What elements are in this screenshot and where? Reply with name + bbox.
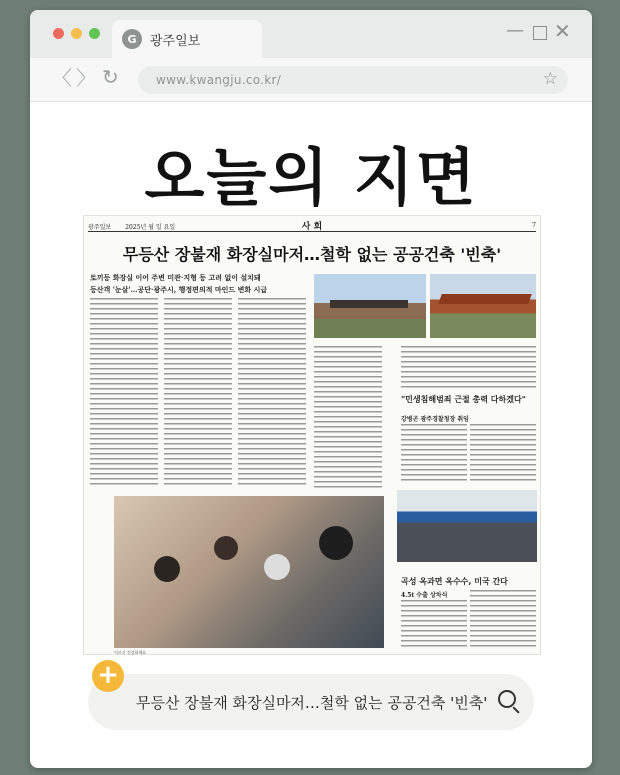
page-number: 7 — [532, 222, 536, 229]
side-article-subtitle: 강병곤 광주경찰청장 취임 — [401, 416, 469, 423]
back-icon[interactable]: 〈 — [52, 66, 72, 90]
address-bar[interactable] — [138, 66, 568, 94]
close-icon[interactable]: ✕ — [554, 19, 571, 43]
plus-button[interactable]: + — [92, 660, 124, 692]
article-text-column — [401, 600, 467, 650]
article-subhead-2: 등산객 '눈살'…공단·광주시, 행정편의적 마인드 변화 시급 — [90, 285, 268, 294]
side-article-title: "민생침해범죄 근절 총력 다하겠다" — [401, 395, 526, 404]
navigation-bar — [30, 58, 592, 102]
tab-title: 광주일보 — [150, 33, 201, 49]
article-text-column — [401, 424, 467, 484]
forward-icon[interactable]: 〉 — [76, 66, 96, 90]
newspaper-page[interactable] — [83, 215, 541, 655]
minimize-dot[interactable] — [71, 28, 82, 39]
browser-window — [30, 10, 592, 768]
group-photo — [397, 490, 537, 562]
article-text-column — [314, 346, 382, 488]
article-subhead: 토끼등 화장실 이어 주변 미관·지형 등 고려 없이 설치돼 — [90, 273, 261, 282]
masthead-date: 2025년 월 일 요일 — [125, 224, 176, 231]
article-text-column — [470, 590, 536, 650]
corn-article-title: 곡성 옥과면 옥수수, 미국 간다 — [401, 577, 508, 586]
photo-caption: 어르신 건강하세요 — [114, 650, 147, 655]
favicon-icon: G — [122, 29, 142, 49]
article-text-column — [90, 298, 158, 488]
reload-icon[interactable]: ↻ — [102, 65, 119, 89]
minimize-icon[interactable]: — — [506, 20, 524, 41]
browser-tab[interactable] — [112, 20, 262, 58]
newspaper-masthead — [88, 222, 536, 232]
building-photo-2 — [430, 274, 536, 338]
article-text-column — [470, 424, 536, 484]
maximize-icon[interactable] — [533, 26, 547, 40]
zoom-dot[interactable] — [89, 28, 100, 39]
section-name: 사 회 — [301, 222, 323, 232]
search-icon[interactable] — [498, 690, 516, 708]
corn-article-subtitle: 4.5t 수출 상차식 — [401, 592, 448, 599]
masthead-paper-name: 광주일보 — [88, 224, 112, 231]
url-text: www.kwangju.co.kr/ — [156, 73, 282, 87]
article-text-column — [238, 298, 306, 488]
people-photo — [114, 496, 384, 648]
page-title: 오늘의 지면 — [144, 141, 478, 214]
article-text-column — [401, 346, 536, 388]
search-bar[interactable] — [88, 674, 534, 730]
star-icon[interactable]: ☆ — [542, 69, 558, 89]
article-text-column — [164, 298, 232, 488]
title-bar — [30, 10, 592, 58]
article-headline: 무등산 장불재 화장실마저…철학 없는 공공건축 '빈축' — [122, 245, 502, 264]
search-text: 무등산 장불재 화장실마저…철학 없는 공공건축 '빈축' — [136, 694, 488, 712]
building-photo — [314, 274, 426, 338]
close-dot[interactable] — [53, 28, 64, 39]
